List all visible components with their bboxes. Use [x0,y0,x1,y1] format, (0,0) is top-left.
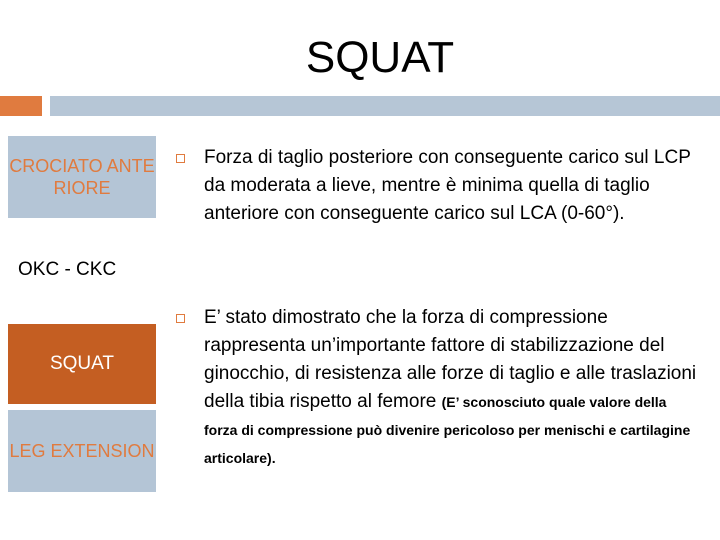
box-crociato-anteriore [8,136,156,218]
okc-ckc-label: OKC - CKC [18,259,117,280]
bullet-2-body [204,304,700,472]
box-squat [8,324,156,404]
bullet-2-note: (E’ sconosciuto quale valore della forza di compressione può divenire pericoloso per menischi e cartilagine articolare). [204,394,691,466]
bullet-item-2 [174,304,700,472]
bullet-item-1 [174,144,700,228]
box-squat-label: SQUAT [49,353,115,374]
square-bullet-icon [176,154,185,163]
slide-title: SQUAT [305,33,455,82]
bullet-1-text: Forza di taglio posteriore con conseguente carico sul LCP da moderata a lieve, mentre è minima quella di taglio anteriore con conseguente carico sul LCA (0-60°). [204,147,691,224]
title-rule-bar [50,96,720,116]
square-bullet-icon [176,314,185,323]
bullet-2-text: E’ stato dimostrato che la forza di compressione rappresenta un’importante fattore di stabilizzazione del ginocchio, di resistenza alle forze di taglio e alle traslazioni della tibia rispetto al femore [204,307,697,412]
box-leg-extension [8,410,156,492]
box-crociato-label: CROCIATO ANTERIORE [9,156,155,198]
accent-bar [0,96,42,116]
box-leg-label: LEG EXTENSION [9,441,155,461]
